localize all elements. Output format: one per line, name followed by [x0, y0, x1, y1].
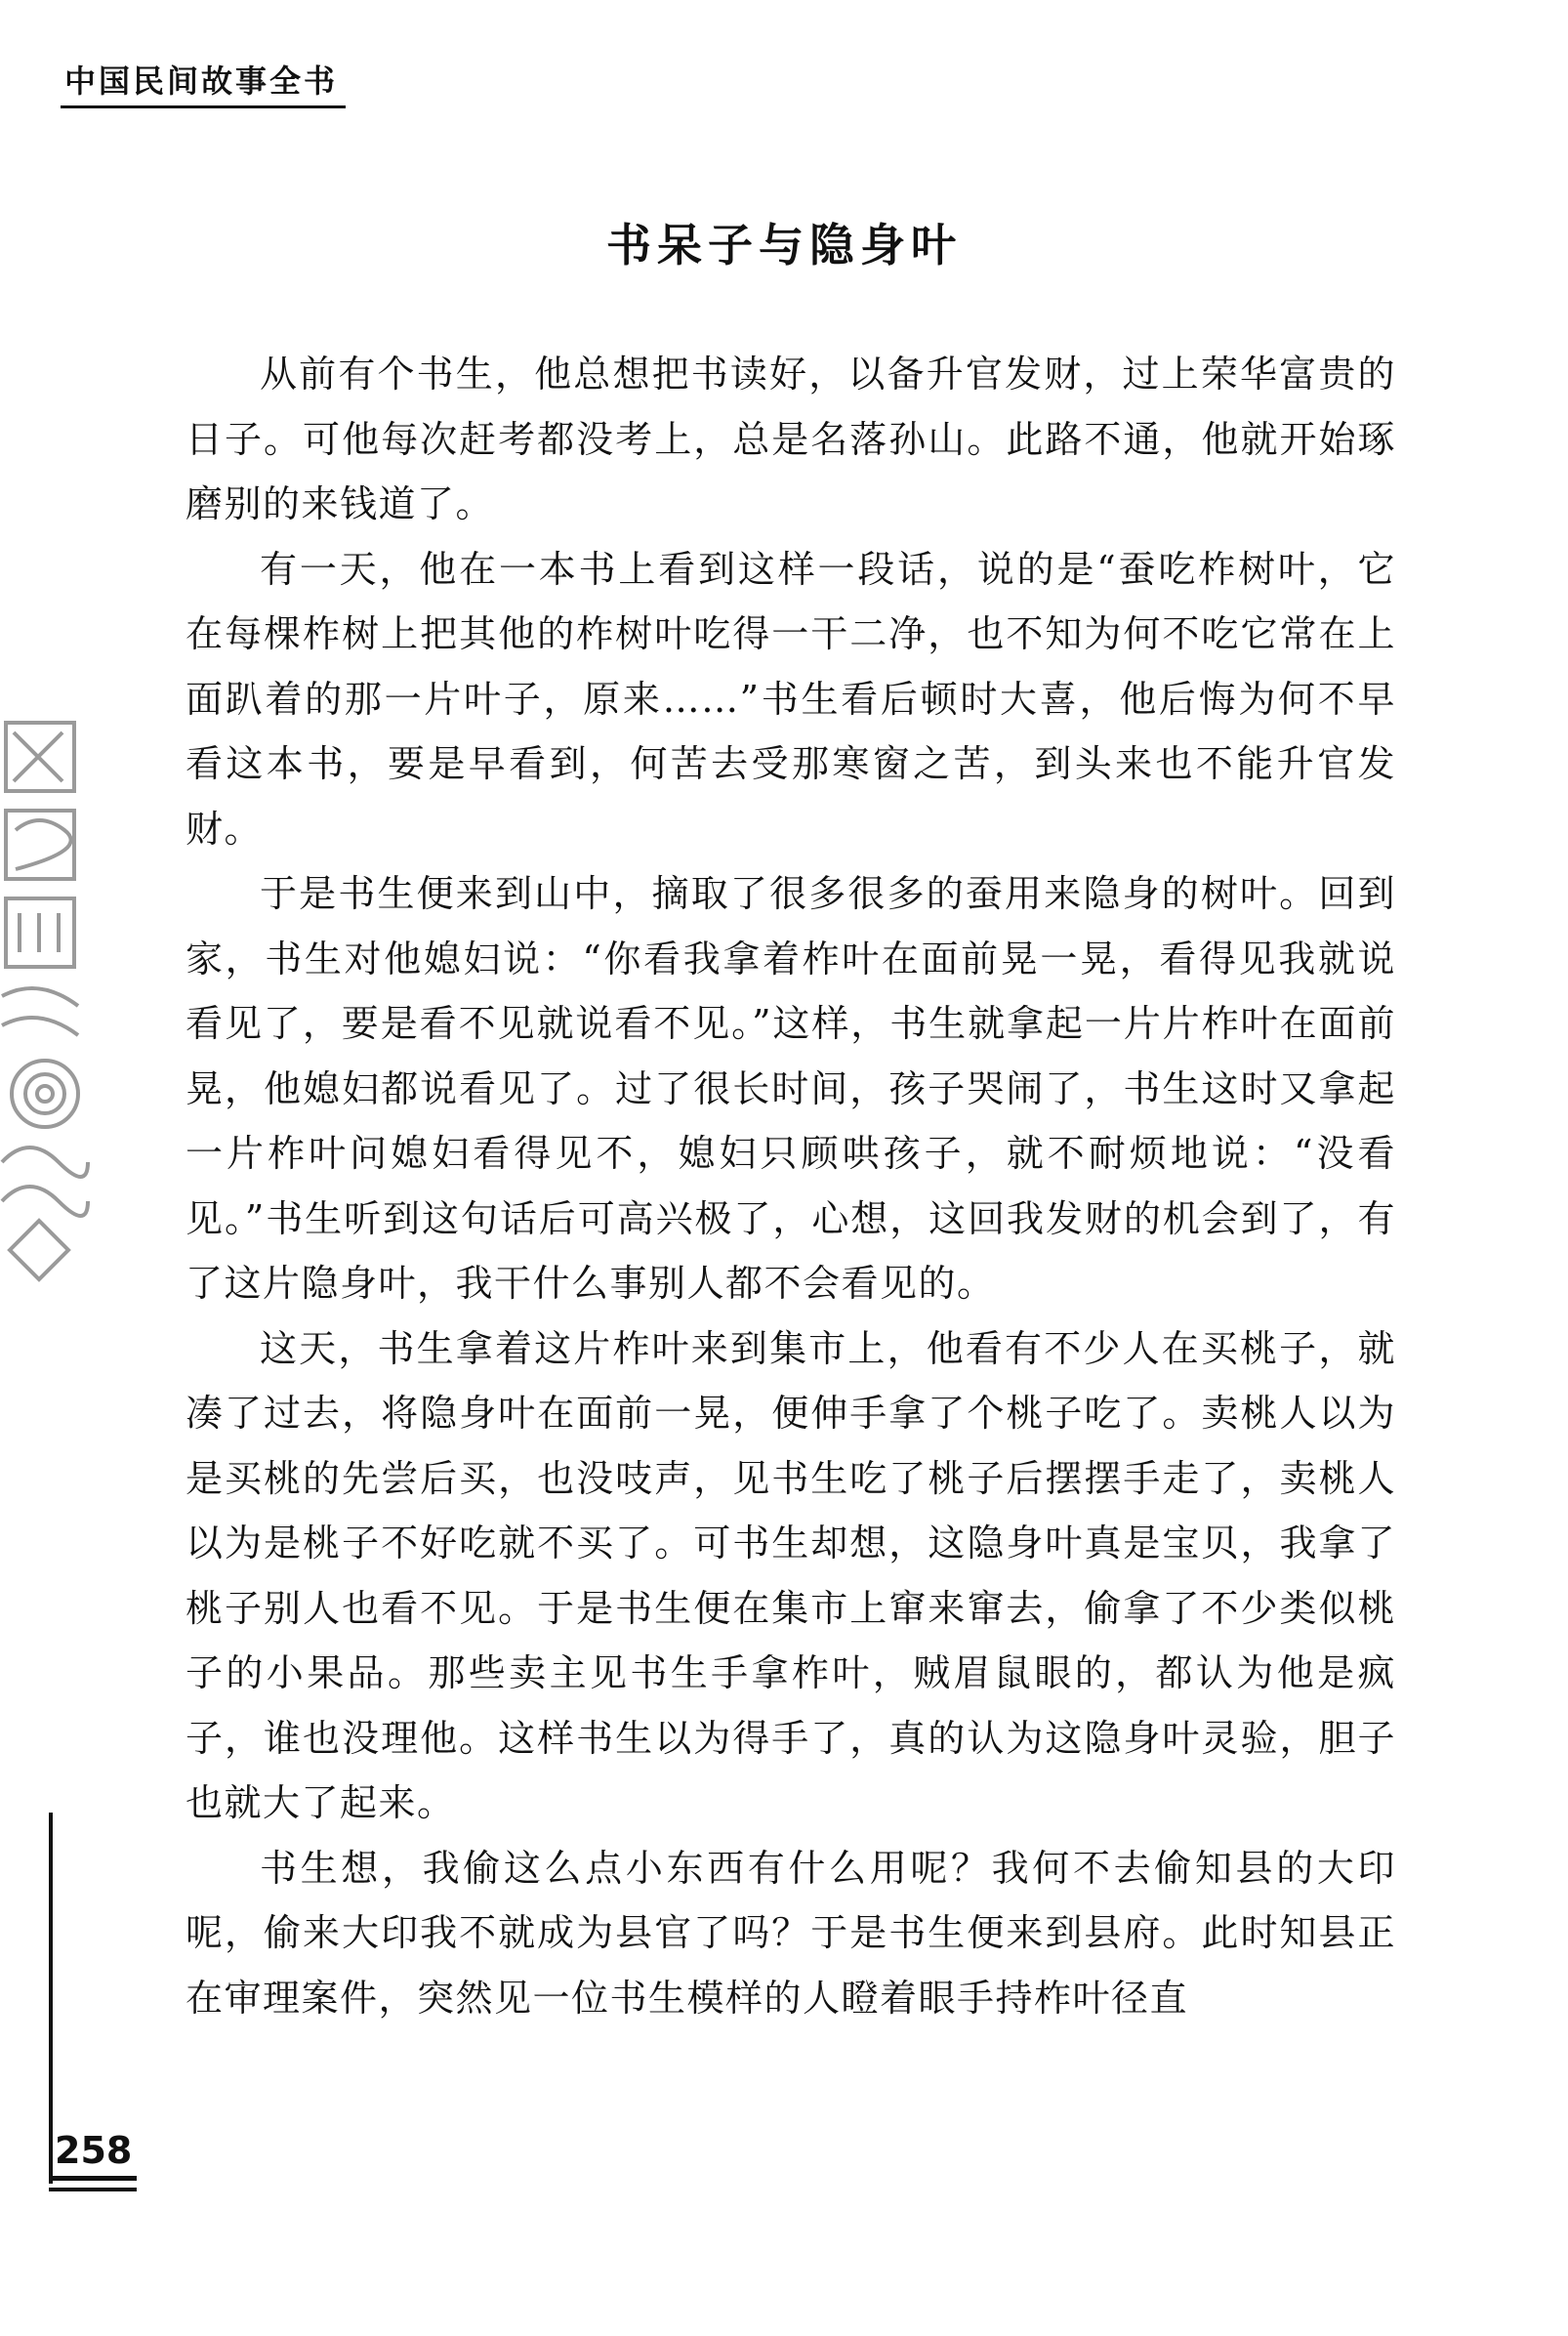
folio-bar-bottom: [49, 2188, 137, 2191]
header-underline: [61, 105, 346, 108]
page-number: 258: [55, 2129, 133, 2172]
folio-bar-top: [49, 2176, 137, 2181]
side-ornament-pattern: [0, 703, 90, 1309]
paragraph-2: 有一天，他在一本书上看到这样一段话，说的是“蚕吃柞树叶，它在每棵柞树上把其他的柞树叶吃得一干二净，也不知为何不吃它常在上面趴着的那一片叶子，原来……”书生看后顿时大喜，他后悔为何不早看这本书，要是早看到，何苦去受那寒窗之苦，到头来也不能升官发财。: [186, 547, 1396, 851]
margin-rule: [49, 1813, 53, 2184]
story-body: [186, 342, 1396, 2030]
ornament-graphic: [0, 703, 90, 1309]
running-header: 中国民间故事全书: [64, 63, 339, 100]
story-title: 书呆子与隐身叶: [606, 219, 962, 271]
paragraph-1: 从前有个书生，他总想把书读好，以备升官发财，过上荣华富贵的日子。可他每次赶考都没考上，总是名落孙山。此路不通，他就开始琢磨别的来钱道了。: [186, 353, 1396, 525]
paragraph-4: 这天，书生拿着这片柞叶来到集市上，他看有不少人在买桃子，就凑了过去，将隐身叶在面前一晃，便伸手拿了个桃子吃了。卖桃人以为是买桃的先尝后买，也没吱声，见书生吃了桃子后摆摆手走了，卖桃人以为是桃子不好吃就不买了。可书生却想，这隐身叶真是宝贝，我拿了桃子别人也看不见。于是书生便在集市上窜来窜去，偷拿了不少类似桃子的小果品。那些卖主见书生手拿柞叶，贼眉鼠眼的，都认为他是疯子，谁也没理他。这样书生以为得手了，真的认为这隐身叶灵验，胆子也就大了起来。: [186, 1326, 1396, 1824]
paragraph-3: 于是书生便来到山中，摘取了很多很多的蚕用来隐身的树叶。回到家，书生对他媳妇说：“你看我拿着柞叶在面前晃一晃，看得见我就说看见了，要是看不见就说看不见。”这样，书生就拿起一片片柞叶在面前晃，他媳妇都说看见了。过了很长时间，孩子哭闹了，书生这时又拿起一片柞叶问媳妇看得见不，媳妇只顾哄孩子，就不耐烦地说：“没看见。”书生听到这句话后可高兴极了，心想，这回我发财的机会到了，有了这片隐身叶，我干什么事别人都不会看见的。: [186, 872, 1396, 1305]
paragraph-5: 书生想，我偷这么点小东西有什么用呢？我何不去偷知县的大印呢，偷来大印我不就成为县官了吗？于是书生便来到县府。此时知县正在审理案件，突然见一位书生模样的人瞪着眼手持柞叶径直: [186, 1846, 1396, 2020]
